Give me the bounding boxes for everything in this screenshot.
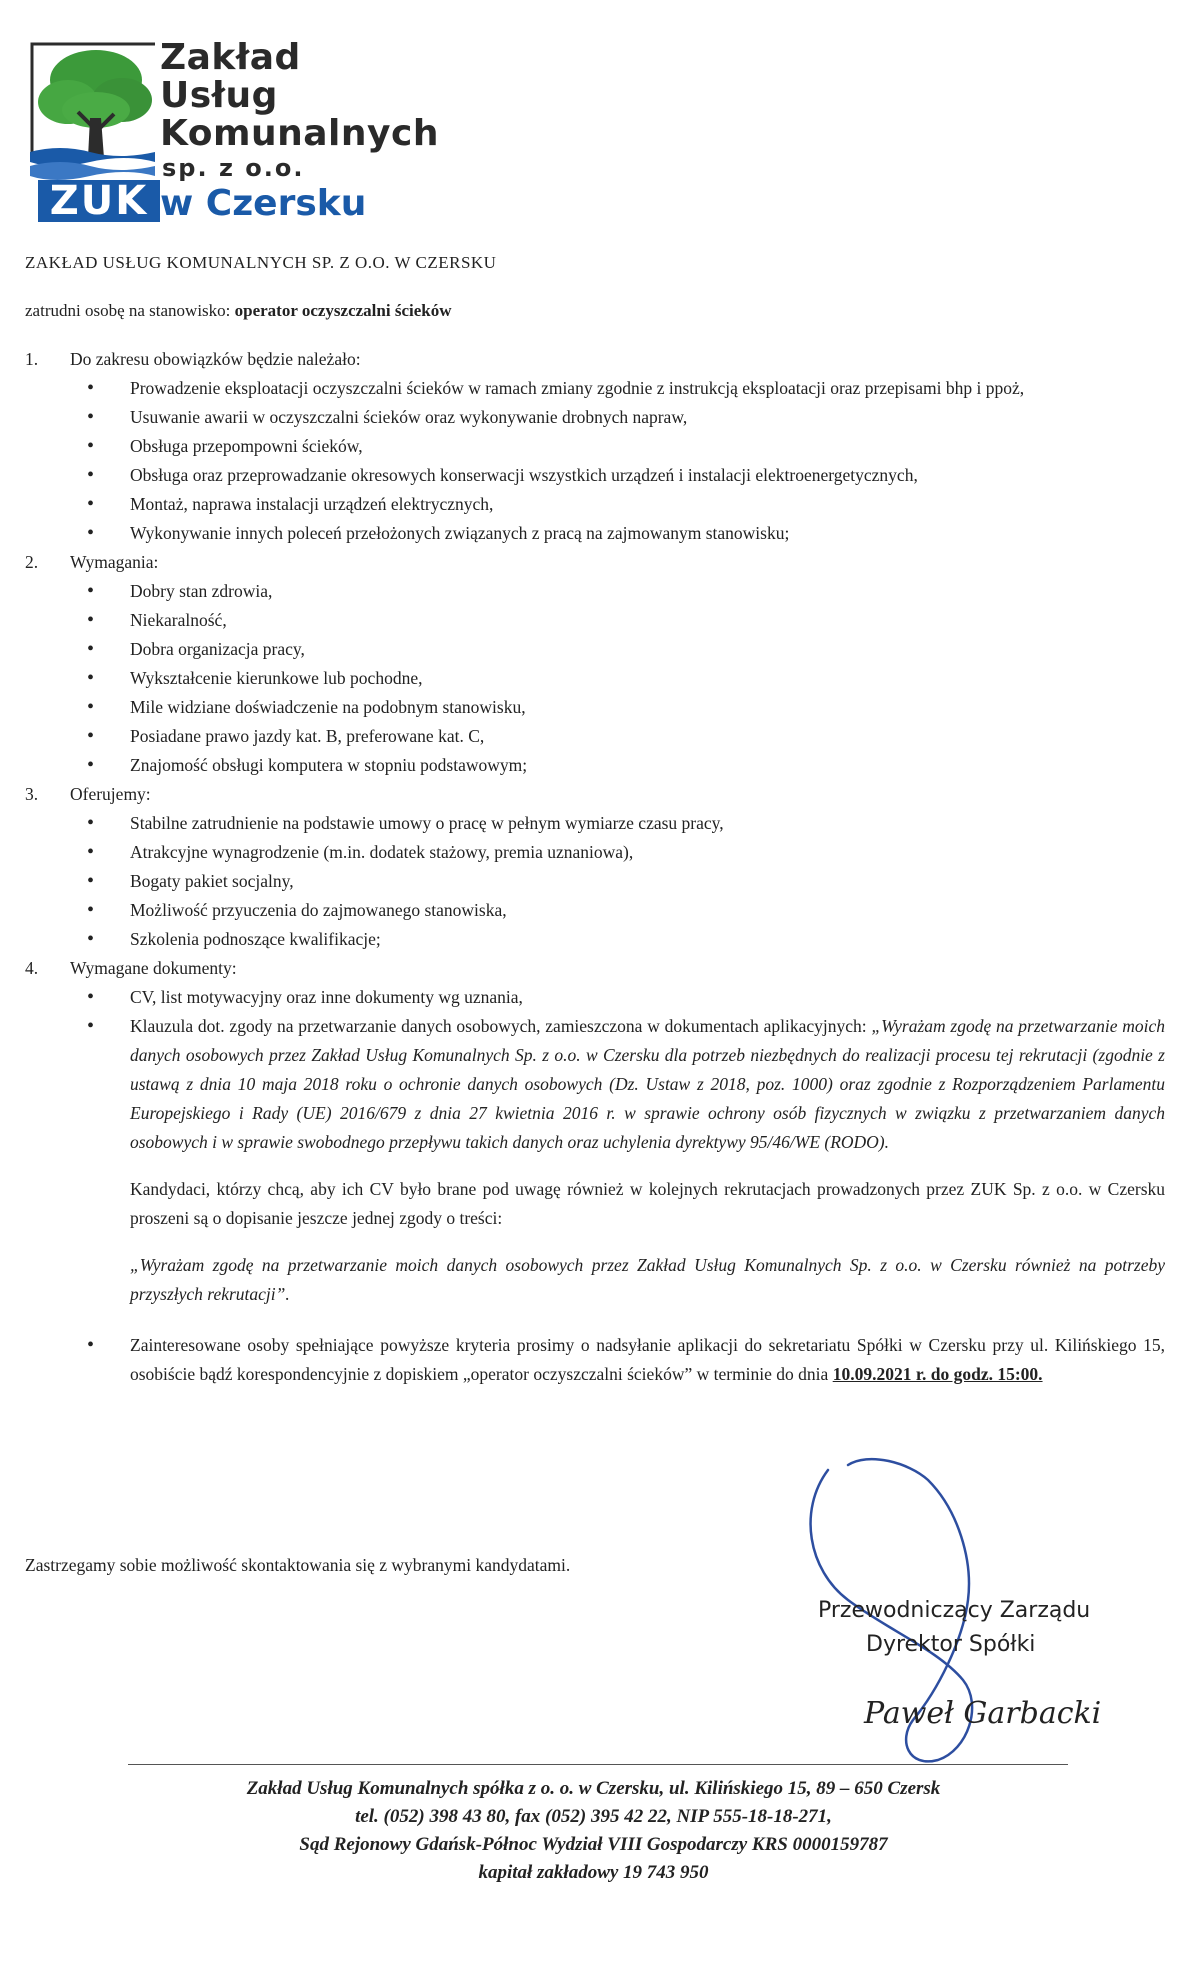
section-title: Oferujemy: (70, 784, 151, 804)
hire-prefix: zatrudni osobę na stanowisko: (25, 301, 231, 320)
duties-list (25, 374, 1165, 548)
company-logo (30, 37, 439, 230)
position-line (25, 301, 452, 321)
section-number: 3. (25, 784, 39, 804)
section-title: Do zakresu obowiązków będzie należało: (70, 349, 361, 369)
logo-line-3: Komunalnych (160, 113, 439, 154)
section-title: Wymagane dokumenty: (70, 958, 237, 978)
list-item: • Niekaralność, (87, 606, 1165, 635)
gdpr-clause-item (87, 1012, 1165, 1309)
section-number: 4. (25, 958, 39, 978)
clause-quote: „Wyrażam zgodę na przetwarzanie moich danych osobowych przez Zakład Usług Komunalnych Sp. z o.o. w Czersku dla potrzeb niezbędnych do realizacji procesu tej rekrutacji (zgodnie z ustawą z dnia 10 maja 2018 roku o ochronie danych osobowych (Dz. Ustaw z 2018, poz. 1000) oraz zgodnie z Rozporządzeniem Parlamentu Europejskiego i Rady (UE) 2016/679 z dnia 27 kwietnia 2016 r. w sprawie ochrony osób fizycznych w związku z przetwarzaniem danych osobowych i w sprawie swobodnego przepływu takich danych oraz uchylenia dyrektywy 95/46/WE (RODO). (130, 1016, 1165, 1152)
list-item: • Usuwanie awarii w oczyszczalni ścieków oraz wykonywanie drobnych napraw, (87, 403, 1165, 432)
section-documents (25, 954, 1165, 983)
footer-line-4: kapitał zakładowy 19 743 950 (478, 1862, 709, 1883)
list-item: • Prowadzenie eksploatacji oczyszczalni ścieków w ramach zmiany zgodnie z instrukcją eksploatacji oraz przepisami bhp i ppoż, (87, 374, 1165, 403)
list-item: • Szkolenia podnoszące kwalifikacje; (87, 925, 1165, 954)
logo-line-2: Usług (160, 75, 278, 116)
list-item: • Atrakcyjne wynagrodzenie (m.in. dodatek stażowy, premia uznaniowa), (87, 838, 1165, 867)
section-offer (25, 780, 1165, 809)
job-offer-content (25, 345, 1165, 1389)
zuk-badge: ZUK (38, 180, 160, 222)
clause-intro: Klauzula dot. zgody na przetwarzanie danych osobowych, zamieszczona w dokumentach aplikacyjnych: (130, 1016, 872, 1036)
footer-divider (128, 1764, 1068, 1765)
future-recruitment-paragraph: Kandydaci, którzy chcą, aby ich CV było brane pod uwagę również w kolejnych rekrutacjach prowadzonych przez ZUK Sp. z o.o. w Czersku proszeni są o dopisanie jeszcze jednej zgody o treści: (130, 1179, 1165, 1228)
list-item: • Mile widziane doświadczenie na podobnym stanowisku, (87, 693, 1165, 722)
logo-line-4: sp. z o.o. (162, 154, 305, 182)
closing-statement: Zastrzegamy sobie możliwość skontaktowania się z wybranymi kandydatami. (25, 1555, 571, 1575)
list-item: • Stabilne zatrudnienie na podstawie umowy o pracę w pełnym wymiarze czasu pracy, (87, 809, 1165, 838)
list-item: • Obsługa oraz przeprowadzanie okresowych konserwacji wszystkich urządzeń i instalacji elektroenergetycznych, (87, 461, 1165, 490)
list-item: • Bogaty pakiet socjalny, (87, 867, 1165, 896)
apply-text: Zainteresowane osoby spełniające powyższe kryteria prosimy o nadsyłanie aplikacji do sekretariatu Spółki w Czersku przy ul. Kilińskiego 15, osobiście bądź korespondencyjnie z dopiskiem „operator oczyszczalni ścieków” w terminie do dnia (130, 1335, 1165, 1384)
footer-line-1: Zakład Usług Komunalnych spółka z o. o. w Czersku, ul. Kilińskiego 15, 89 – 650 Czersk (246, 1778, 941, 1799)
application-instructions (87, 1331, 1165, 1389)
requirements-list (25, 577, 1165, 780)
list-item: • Obsługa przepompowni ścieków, (87, 432, 1165, 461)
offer-list (25, 809, 1165, 954)
list-item: • Znajomość obsługi komputera w stopniu podstawowym; (87, 751, 1165, 780)
footer-line-3: Sąd Rejonowy Gdańsk-Północ Wydział VIII Gospodarczy KRS 0000159787 (299, 1834, 888, 1855)
section-number: 1. (25, 349, 39, 369)
section-number: 2. (25, 552, 39, 572)
section-title: Wymagania: (70, 552, 159, 572)
list-item: • Posiadane prawo jazdy kat. B, preferowane kat. C, (87, 722, 1165, 751)
logo-line-5: w Czersku (160, 183, 367, 224)
logo-line-1: Zakład (160, 37, 301, 78)
list-item: • CV, list motywacyjny oraz inne dokumenty wg uznania, (87, 983, 1165, 1012)
section-requirements (25, 548, 1165, 577)
footer (60, 1775, 1127, 1887)
list-item: • Dobry stan zdrowia, (87, 577, 1165, 606)
signature-title-1: Przewodniczący Zarządu (818, 1598, 1091, 1623)
signature-title-2: Dyrektor Spółki (866, 1632, 1036, 1657)
list-item: • Wykonywanie innych poleceń przełożonych związanych z pracą na zajmowanym stanowisku; (87, 519, 1165, 548)
footer-line-2: tel. (052) 398 43 80, fax (052) 395 42 22, NIP 555-18-18-271, (355, 1806, 832, 1827)
position-title: operator oczyszczalni ścieków (234, 301, 452, 320)
list-item: • Montaż, naprawa instalacji urządzeń elektrycznych, (87, 490, 1165, 519)
list-item: • Możliwość przyuczenia do zajmowanego stanowiska, (87, 896, 1165, 925)
future-recruitment-quote: „Wyrażam zgodę na przetwarzanie moich danych osobowych przez Zakład Usług Komunalnych Sp. z o.o. w Czersku również na potrzeby przyszłych rekrutacji”. (130, 1255, 1165, 1304)
company-name-heading: ZAKŁAD USŁUG KOMUNALNYCH SP. Z O.O. W CZERSKU (25, 253, 497, 272)
list-item: • Dobra organizacja pracy, (87, 635, 1165, 664)
documents-list (25, 983, 1165, 1389)
list-item: • Wykształcenie kierunkowe lub pochodne, (87, 664, 1165, 693)
deadline-date: 10.09.2021 r. do godz. 15:00. (832, 1364, 1043, 1384)
section-duties (25, 345, 1165, 374)
signatory-name: Paweł Garbacki (864, 1696, 1102, 1731)
logo-text (160, 37, 439, 224)
